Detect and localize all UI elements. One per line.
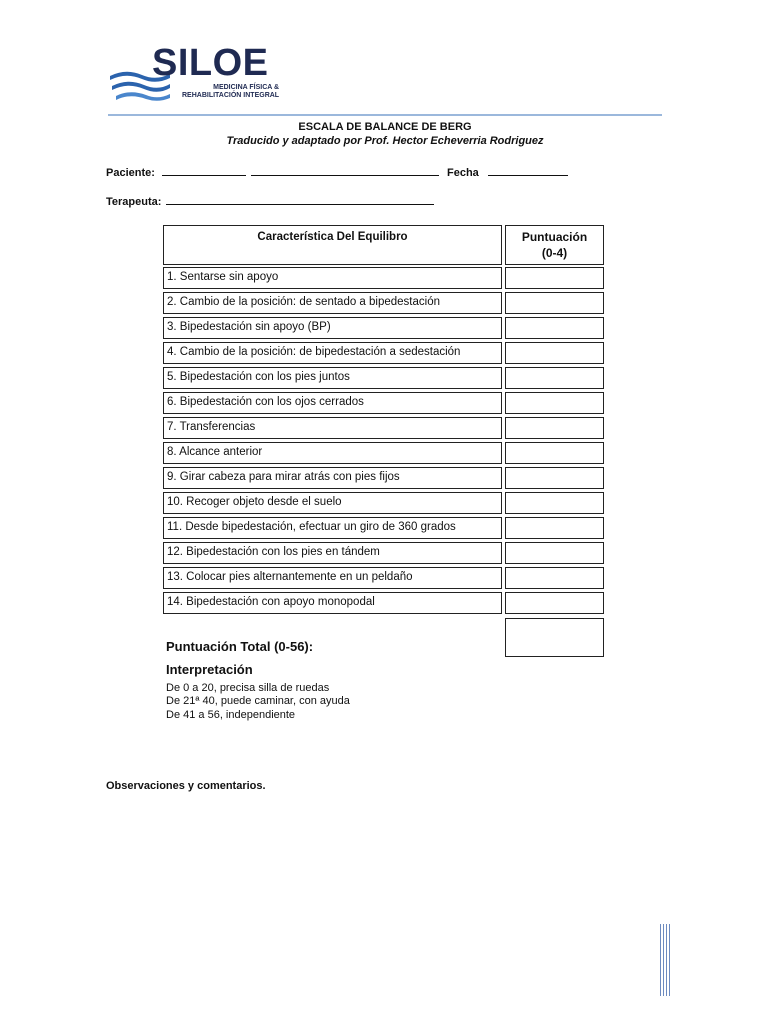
patient-label: Paciente: — [106, 167, 155, 179]
table-row-score[interactable] — [505, 367, 604, 389]
table-row-item: 2. Cambio de la posición: de sentado a bipedestación — [163, 292, 502, 314]
table-row-score[interactable] — [505, 517, 604, 539]
table-row-item: 1. Sentarse sin apoyo — [163, 267, 502, 289]
table-header-item: Característica Del Equilibro — [163, 225, 502, 265]
date-label: Fecha — [447, 167, 479, 179]
table-row-item: 3. Bipedestación sin apoyo (BP) — [163, 317, 502, 339]
logo-subtitle-line1: MEDICINA FÍSICA & — [213, 84, 280, 91]
decorative-line — [669, 924, 670, 996]
table-row-item: 13. Colocar pies alternantemente en un peldaño — [163, 567, 502, 589]
table-row-score[interactable] — [505, 567, 604, 589]
table-row-score[interactable] — [505, 542, 604, 564]
patient-input-line-1[interactable] — [162, 164, 246, 176]
total-score-label: Puntuación Total (0-56): — [166, 639, 314, 654]
table-row-score[interactable] — [505, 292, 604, 314]
therapist-label: Terapeuta: — [106, 196, 162, 208]
table-row-score[interactable] — [505, 317, 604, 339]
date-field — [447, 164, 568, 179]
observations-label: Observaciones y comentarios. — [106, 780, 266, 792]
table-row-item: 6. Bipedestación con los ojos cerrados — [163, 392, 502, 414]
logo-subtitle — [182, 84, 279, 100]
score-header-line1: Puntuación — [521, 230, 588, 244]
header-divider — [108, 114, 662, 116]
table-row-item: 5. Bipedestación con los pies juntos — [163, 367, 502, 389]
document-subtitle: Traducido y adaptado por Prof. Hector Echeverria Rodriguez — [226, 135, 544, 147]
document-title: ESCALA DE BALANCE DE BERG — [298, 121, 472, 133]
table-row-item: 14. Bipedestación con apoyo monopodal — [163, 592, 502, 614]
logo-name: SILOE — [152, 42, 269, 84]
table-row-score[interactable] — [505, 492, 604, 514]
table-row-score[interactable] — [505, 417, 604, 439]
table-row-item: 12. Bipedestación con los pies en tándem — [163, 542, 502, 564]
table-row-score[interactable] — [505, 467, 604, 489]
table-row-score[interactable] — [505, 267, 604, 289]
patient-field — [106, 164, 439, 179]
therapist-input-line[interactable] — [166, 193, 434, 205]
table-row-item: 8. Alcance anterior — [163, 442, 502, 464]
interpretation-line: De 0 a 20, precisa silla de ruedas — [166, 682, 330, 694]
therapist-field — [106, 193, 434, 208]
table-row-score[interactable] — [505, 342, 604, 364]
decorative-line — [666, 924, 667, 996]
total-score-box[interactable] — [505, 618, 604, 657]
decorative-line — [663, 924, 664, 996]
interpretation-title: Interpretación — [166, 662, 253, 677]
patient-input-line-2[interactable] — [251, 164, 439, 176]
table-row-score[interactable] — [505, 442, 604, 464]
table-row-item: 9. Girar cabeza para mirar atrás con pies fijos — [163, 467, 502, 489]
table-row-item: 11. Desde bipedestación, efectuar un giro de 360 grados — [163, 517, 502, 539]
table-row-score[interactable] — [505, 392, 604, 414]
score-header-line2: (0-4) — [541, 246, 568, 260]
table-row-score[interactable] — [505, 592, 604, 614]
logo-subtitle-line2: REHABILITACIÓN INTEGRAL — [182, 92, 280, 99]
table-header-score — [505, 225, 604, 265]
interpretation-line: De 21ª 40, puede caminar, con ayuda — [166, 695, 350, 707]
date-input-line[interactable] — [488, 164, 568, 176]
table-row-item: 10. Recoger objeto desde el suelo — [163, 492, 502, 514]
table-row-item: 7. Transferencias — [163, 417, 502, 439]
interpretation-line: De 41 a 56, independiente — [166, 709, 296, 721]
decorative-line — [660, 924, 661, 996]
table-row-item: 4. Cambio de la posición: de bipedestación a sedestación — [163, 342, 502, 364]
